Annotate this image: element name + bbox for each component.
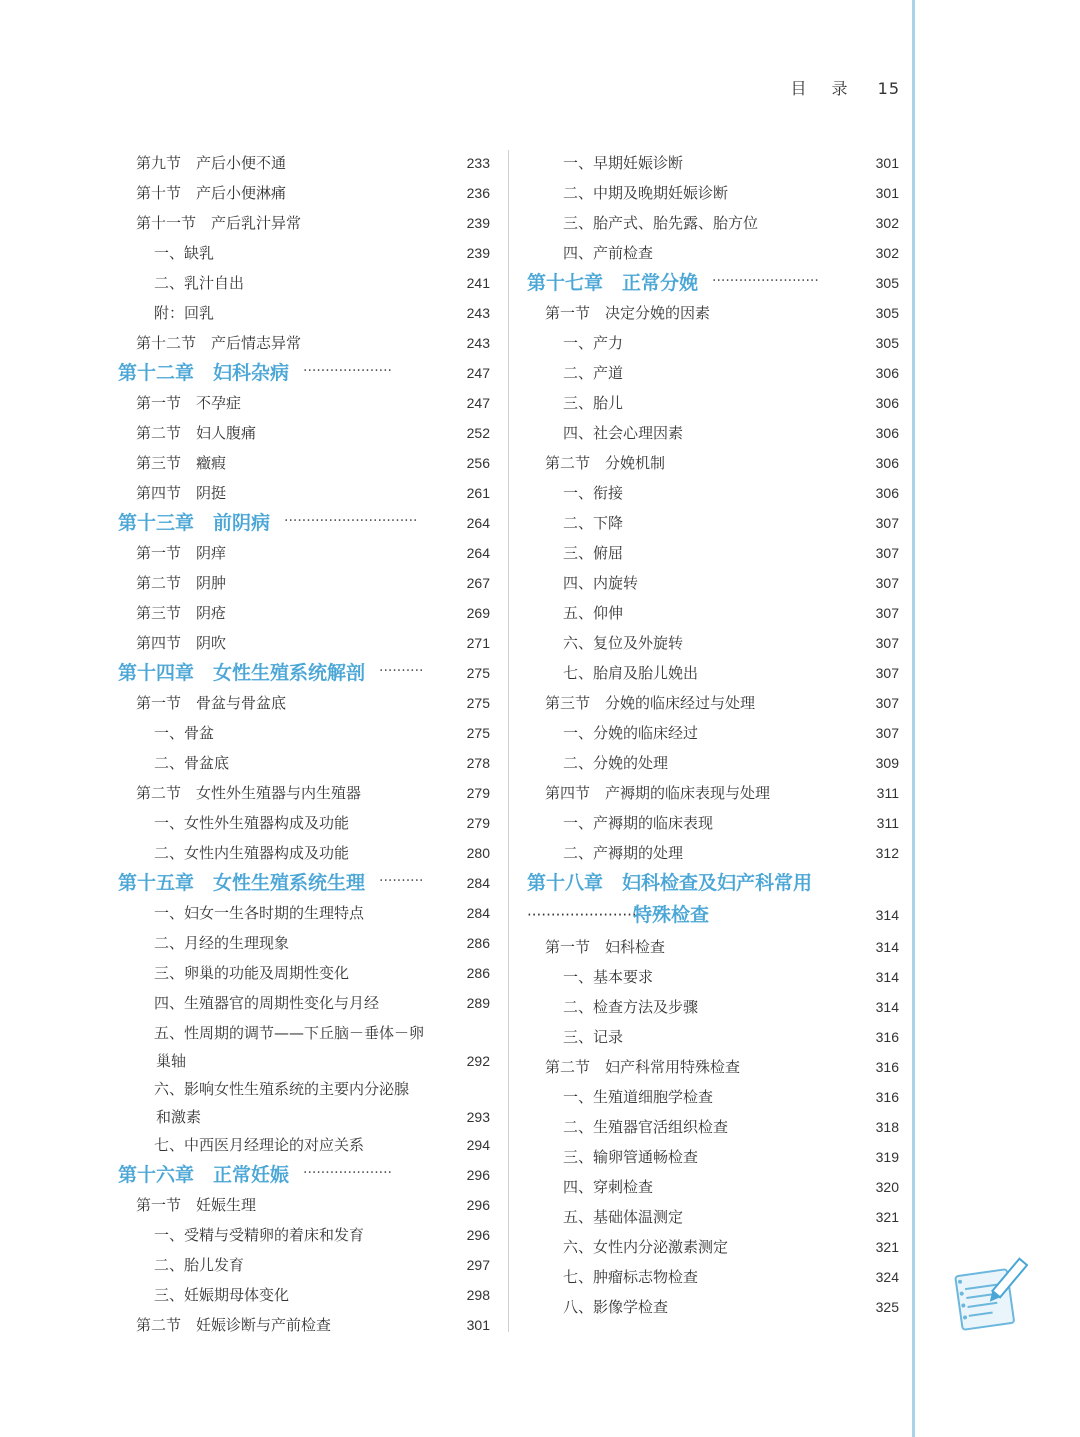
toc-page-number: 311 bbox=[876, 785, 899, 801]
toc-page-number: 307 bbox=[875, 695, 899, 711]
toc-entry-title: 第十三章 前阴病 bbox=[118, 512, 271, 534]
toc-chapter[interactable] bbox=[118, 868, 490, 898]
toc-entry-title: 第十二节 产后情志异常 bbox=[136, 334, 302, 352]
toc-section[interactable] bbox=[118, 388, 490, 418]
toc-entry-title: 第十五章 女性生殖系统生理 bbox=[118, 872, 366, 894]
toc-item[interactable] bbox=[118, 298, 490, 328]
toc-page-number: 307 bbox=[875, 575, 899, 591]
header-title: 目 录 bbox=[790, 79, 858, 98]
toc-section[interactable] bbox=[527, 932, 899, 962]
toc-entry-title: 一、妇女一生各时期的生理特点 bbox=[154, 904, 365, 922]
toc-section[interactable] bbox=[527, 778, 899, 808]
toc-entry-title: 第二节 妊娠诊断与产前检查 bbox=[136, 1316, 332, 1334]
toc-page-number: 284 bbox=[466, 905, 490, 921]
header-page-number: 15 bbox=[877, 79, 900, 98]
toc-page-number: 267 bbox=[466, 575, 490, 591]
toc-item[interactable] bbox=[118, 958, 490, 988]
toc-item[interactable] bbox=[118, 808, 490, 838]
toc-item[interactable] bbox=[527, 568, 899, 598]
toc-page-number: 316 bbox=[875, 1059, 899, 1075]
toc-entry-title: 特殊检查 bbox=[633, 904, 710, 926]
toc-entry-title: 附：回乳 bbox=[154, 304, 215, 322]
toc-entry-title: 一、女性外生殖器构成及功能 bbox=[154, 814, 350, 832]
toc-chapter-continued[interactable] bbox=[527, 898, 899, 932]
toc-entry-title: 三、胎产式、胎先露、胎方位 bbox=[563, 214, 759, 232]
toc-item[interactable] bbox=[527, 418, 899, 448]
toc-page-number: 261 bbox=[466, 485, 490, 501]
toc-item[interactable] bbox=[527, 1082, 899, 1112]
toc-page-number: 325 bbox=[875, 1299, 899, 1315]
toc-entry-title: 第三节 癥瘕 bbox=[136, 454, 227, 472]
toc-page-number: 284 bbox=[466, 875, 490, 891]
toc-entry-title: 第四节 产褥期的临床表现与处理 bbox=[545, 784, 771, 802]
toc-section[interactable] bbox=[527, 448, 899, 478]
toc-page-number: 301 bbox=[466, 1317, 490, 1333]
toc-section[interactable] bbox=[118, 328, 490, 358]
toc-entry-title: 二、中期及晚期妊娠诊断 bbox=[563, 184, 729, 202]
toc-entry-title: 二、骨盆底 bbox=[154, 754, 230, 772]
toc-entry-title: 第十七章 正常分娩 bbox=[527, 272, 699, 294]
toc-page-number: 307 bbox=[875, 665, 899, 681]
toc-entry-title: 第四节 阴挺 bbox=[136, 484, 227, 502]
toc-entry-title: 第三节 分娩的临床经过与处理 bbox=[545, 694, 756, 712]
toc-item[interactable] bbox=[527, 1202, 899, 1232]
toc-page-number: 309 bbox=[875, 755, 899, 771]
toc-chapter[interactable] bbox=[118, 1160, 490, 1190]
toc-page-number: 239 bbox=[466, 215, 490, 231]
toc-entry-title: 四、穿刺检查 bbox=[563, 1178, 654, 1196]
toc-page-number: 239 bbox=[466, 245, 490, 261]
toc-page-number: 314 bbox=[875, 999, 899, 1015]
toc-entry-title: 第一节 妇科检查 bbox=[545, 938, 666, 956]
toc-page-number: 311 bbox=[876, 815, 899, 831]
toc-item[interactable] bbox=[118, 268, 490, 298]
toc-entry-title: 第二节 妇产科常用特殊检查 bbox=[545, 1058, 741, 1076]
toc-page-number: 296 bbox=[466, 1197, 490, 1213]
toc-entry-title: 二、产道 bbox=[563, 364, 624, 382]
toc-page-number: 241 bbox=[466, 275, 490, 291]
toc-item[interactable] bbox=[118, 1130, 490, 1160]
toc-entry-title: 一、基本要求 bbox=[563, 968, 654, 986]
toc-entry-title: 一、缺乳 bbox=[154, 244, 215, 262]
toc-item[interactable] bbox=[527, 838, 899, 868]
toc-item[interactable] bbox=[527, 478, 899, 508]
toc-entry-title: 三、记录 bbox=[563, 1028, 624, 1046]
toc-section[interactable] bbox=[118, 478, 490, 508]
toc-entry-title: 一、骨盆 bbox=[154, 724, 215, 742]
toc-item[interactable] bbox=[118, 1250, 490, 1280]
toc-item[interactable] bbox=[527, 808, 899, 838]
toc-page-number: 247 bbox=[466, 365, 490, 381]
toc-page-number: 314 bbox=[875, 969, 899, 985]
toc-entry-title: 一、生殖道细胞学检查 bbox=[563, 1088, 714, 1106]
toc-page-number: 298 bbox=[466, 1287, 490, 1303]
toc-page-number: 264 bbox=[466, 515, 490, 531]
toc-entry-title: 三、卵巢的功能及周期性变化 bbox=[154, 964, 350, 982]
toc-right-column bbox=[527, 148, 899, 1322]
toc-section[interactable] bbox=[118, 208, 490, 238]
toc-section[interactable] bbox=[118, 178, 490, 208]
toc-section[interactable] bbox=[118, 568, 490, 598]
toc-entry-title: 二、检查方法及步骤 bbox=[563, 998, 699, 1016]
toc-entry-title: 和激素 bbox=[156, 1108, 202, 1126]
toc-section[interactable] bbox=[118, 1310, 490, 1340]
toc-item[interactable] bbox=[527, 718, 899, 748]
toc-page-number: 264 bbox=[466, 545, 490, 561]
toc-entry-title: 一、产褥期的临床表现 bbox=[563, 814, 714, 832]
toc-page-number: 321 bbox=[875, 1209, 899, 1225]
toc-entry-title: 三、胎儿 bbox=[563, 394, 624, 412]
toc-entry-title: 一、分娩的临床经过 bbox=[563, 724, 699, 742]
toc-page-number: 314 bbox=[875, 939, 899, 955]
toc-leader-dots: ···················· bbox=[303, 363, 393, 379]
toc-entry-title: 第二节 女性外生殖器与内生殖器 bbox=[136, 784, 362, 802]
toc-entry-title: 六、女性内分泌激素测定 bbox=[563, 1238, 729, 1256]
toc-entry-title: 第二节 妇人腹痛 bbox=[136, 424, 257, 442]
toc-item[interactable] bbox=[527, 178, 899, 208]
toc-page-number: 306 bbox=[875, 395, 899, 411]
toc-section[interactable] bbox=[118, 1190, 490, 1220]
toc-section[interactable] bbox=[118, 448, 490, 478]
toc-page-number: 292 bbox=[466, 1053, 490, 1069]
toc-item[interactable] bbox=[527, 148, 899, 178]
toc-leader-dots: ························ bbox=[712, 273, 819, 289]
toc-item[interactable] bbox=[118, 1220, 490, 1250]
toc-section[interactable] bbox=[118, 688, 490, 718]
toc-item[interactable] bbox=[118, 928, 490, 958]
toc-entry-title: 三、输卵管通畅检查 bbox=[563, 1148, 699, 1166]
toc-entry-title: 四、产前检查 bbox=[563, 244, 654, 262]
toc-item[interactable] bbox=[118, 1074, 490, 1104]
toc-item[interactable] bbox=[118, 718, 490, 748]
toc-page-number: 316 bbox=[875, 1089, 899, 1105]
toc-entry-title: 一、受精与受精卵的着床和发育 bbox=[154, 1226, 365, 1244]
toc-page-number: 305 bbox=[875, 305, 899, 321]
toc-entry-title: 第九节 产后小便不通 bbox=[136, 154, 287, 172]
toc-leader-dots: ······························ bbox=[284, 513, 418, 529]
toc-page-number: 306 bbox=[875, 485, 899, 501]
toc-page-number: 324 bbox=[875, 1269, 899, 1285]
toc-page-number: 302 bbox=[875, 245, 899, 261]
toc-section[interactable] bbox=[118, 628, 490, 658]
toc-section[interactable] bbox=[527, 688, 899, 718]
toc-entry-title: 五、性周期的调节——下丘脑－垂体－卵 bbox=[154, 1024, 425, 1042]
toc-item[interactable] bbox=[527, 628, 899, 658]
toc-page-number: 306 bbox=[875, 455, 899, 471]
toc-item[interactable] bbox=[527, 508, 899, 538]
toc-entry-title: 八、影像学检查 bbox=[563, 1298, 669, 1316]
toc-entry-title: 二、女性内生殖器构成及功能 bbox=[154, 844, 350, 862]
toc-page-number: 289 bbox=[466, 995, 490, 1011]
toc-page-number: 278 bbox=[466, 755, 490, 771]
toc-page-number: 305 bbox=[875, 335, 899, 351]
toc-entry-title: 第一节 不孕症 bbox=[136, 394, 242, 412]
toc-item[interactable] bbox=[527, 962, 899, 992]
toc-section[interactable] bbox=[527, 298, 899, 328]
toc-page-number: 319 bbox=[875, 1149, 899, 1165]
toc-item[interactable] bbox=[118, 1280, 490, 1310]
toc-item[interactable] bbox=[118, 748, 490, 778]
toc-item[interactable] bbox=[118, 838, 490, 868]
toc-page-number: 314 bbox=[875, 907, 899, 923]
toc-chapter[interactable] bbox=[118, 508, 490, 538]
toc-item[interactable] bbox=[527, 1292, 899, 1322]
toc-leader-dots: ···················· bbox=[303, 1165, 393, 1181]
toc-item[interactable] bbox=[527, 208, 899, 238]
notebook-pencil-icon bbox=[948, 1254, 1028, 1334]
toc-page-number: 247 bbox=[466, 395, 490, 411]
toc-leader-dots: ·········· bbox=[379, 873, 424, 889]
toc-item[interactable] bbox=[527, 358, 899, 388]
toc-entry-title: 七、肿瘤标志物检查 bbox=[563, 1268, 699, 1286]
toc-page-number: 301 bbox=[875, 155, 899, 171]
toc-leader-dots: ·········· bbox=[379, 663, 424, 679]
toc-item[interactable] bbox=[527, 1022, 899, 1052]
toc-entry-title: 四、社会心理因素 bbox=[563, 424, 684, 442]
toc-entry-title: 三、俯屈 bbox=[563, 544, 624, 562]
toc-section[interactable] bbox=[527, 1052, 899, 1082]
toc-item[interactable] bbox=[527, 388, 899, 418]
toc-entry-title: 一、早期妊娠诊断 bbox=[563, 154, 684, 172]
toc-entry-title: 第一节 骨盆与骨盆底 bbox=[136, 694, 287, 712]
toc-entry-title: 第十八章 妇科检查及妇产科常用 bbox=[527, 872, 813, 894]
toc-chapter[interactable] bbox=[527, 268, 899, 298]
toc-page-number: 293 bbox=[466, 1109, 490, 1125]
toc-page-number: 312 bbox=[875, 845, 899, 861]
toc-page-number: 294 bbox=[466, 1137, 490, 1153]
toc-entry-title: 二、乳汁自出 bbox=[154, 274, 245, 292]
toc-item[interactable] bbox=[527, 748, 899, 778]
toc-page-number: 252 bbox=[466, 425, 490, 441]
toc-entry-title: 二、下降 bbox=[563, 514, 624, 532]
toc-page-number: 297 bbox=[466, 1257, 490, 1273]
toc-page-number: 279 bbox=[466, 815, 490, 831]
toc-entry-title: 七、中西医月经理论的对应关系 bbox=[154, 1136, 365, 1154]
toc-entry-title: 五、仰伸 bbox=[563, 604, 624, 622]
toc-entry-title: 第一节 决定分娩的因素 bbox=[545, 304, 711, 322]
toc-entry-title: 二、胎儿发育 bbox=[154, 1256, 245, 1274]
toc-page-number: 301 bbox=[875, 185, 899, 201]
toc-item[interactable] bbox=[527, 1232, 899, 1262]
toc-entry-title: 二、月经的生理现象 bbox=[154, 934, 290, 952]
toc-leader-dots: ························ bbox=[527, 906, 642, 924]
toc-page-number: 275 bbox=[466, 665, 490, 681]
toc-page-number: 236 bbox=[466, 185, 490, 201]
toc-item[interactable] bbox=[527, 1172, 899, 1202]
toc-page-number: 307 bbox=[875, 605, 899, 621]
toc-entry-title: 一、衔接 bbox=[563, 484, 624, 502]
toc-item[interactable] bbox=[527, 328, 899, 358]
toc-page-number: 307 bbox=[875, 545, 899, 561]
toc-item[interactable] bbox=[527, 1142, 899, 1172]
toc-section[interactable] bbox=[118, 418, 490, 448]
toc-page-number: 233 bbox=[466, 155, 490, 171]
toc-entry-title: 二、分娩的处理 bbox=[563, 754, 669, 772]
toc-entry-title: 四、生殖器官的周期性变化与月经 bbox=[154, 994, 380, 1012]
toc-entry-title: 第十二章 妇科杂病 bbox=[118, 362, 290, 384]
toc-page-number: 243 bbox=[466, 335, 490, 351]
toc-entry-title: 第十节 产后小便淋痛 bbox=[136, 184, 287, 202]
toc-page-number: 307 bbox=[875, 515, 899, 531]
toc-item[interactable] bbox=[527, 992, 899, 1022]
toc-entry-title: 六、复位及外旋转 bbox=[563, 634, 684, 652]
toc-page-number: 296 bbox=[466, 1167, 490, 1183]
toc-section[interactable] bbox=[118, 538, 490, 568]
toc-chapter[interactable] bbox=[527, 868, 899, 898]
toc-entry-title: 第二节 分娩机制 bbox=[545, 454, 666, 472]
toc-entry-title: 第一节 阴痒 bbox=[136, 544, 227, 562]
toc-page-number: 286 bbox=[466, 935, 490, 951]
toc-page-number: 320 bbox=[875, 1179, 899, 1195]
toc-entry-title: 二、产褥期的处理 bbox=[563, 844, 684, 862]
toc-page-number: 307 bbox=[875, 725, 899, 741]
toc-item[interactable] bbox=[118, 988, 490, 1018]
toc-page-number: 305 bbox=[875, 275, 899, 291]
toc-entry-title: 五、基础体温测定 bbox=[563, 1208, 684, 1226]
toc-page-number: 316 bbox=[875, 1029, 899, 1045]
toc-entry-title: 第一节 妊娠生理 bbox=[136, 1196, 257, 1214]
toc-page-number: 318 bbox=[875, 1119, 899, 1135]
toc-entry-title: 第二节 阴肿 bbox=[136, 574, 227, 592]
toc-page-number: 279 bbox=[466, 785, 490, 801]
running-header bbox=[790, 76, 900, 99]
side-margin-rule bbox=[912, 0, 915, 1437]
toc-page-number: 306 bbox=[875, 365, 899, 381]
toc-page-number: 280 bbox=[466, 845, 490, 861]
toc-item[interactable] bbox=[527, 598, 899, 628]
toc-section[interactable] bbox=[118, 598, 490, 628]
toc-entry-title: 七、胎肩及胎儿娩出 bbox=[563, 664, 699, 682]
toc-chapter[interactable] bbox=[118, 358, 490, 388]
toc-page-number: 286 bbox=[466, 965, 490, 981]
toc-entry-title: 二、生殖器官活组织检查 bbox=[563, 1118, 729, 1136]
toc-entry-title: 第四节 阴吹 bbox=[136, 634, 227, 652]
toc-section[interactable] bbox=[118, 778, 490, 808]
toc-entry-title: 六、影响女性生殖系统的主要内分泌腺 bbox=[154, 1080, 410, 1098]
toc-page-number: 306 bbox=[875, 425, 899, 441]
toc-section[interactable] bbox=[118, 148, 490, 178]
toc-item[interactable] bbox=[118, 238, 490, 268]
toc-page-number: 296 bbox=[466, 1227, 490, 1243]
column-divider bbox=[508, 150, 509, 1332]
toc-page-number: 302 bbox=[875, 215, 899, 231]
toc-page-number: 243 bbox=[466, 305, 490, 321]
toc-entry-title: 第十四章 女性生殖系统解剖 bbox=[118, 662, 366, 684]
toc-entry-title: 四、内旋转 bbox=[563, 574, 639, 592]
toc-entry-title: 巢轴 bbox=[156, 1052, 187, 1070]
toc-entry-title: 第十六章 正常妊娠 bbox=[118, 1164, 290, 1186]
toc-chapter[interactable] bbox=[118, 658, 490, 688]
toc-item[interactable] bbox=[118, 898, 490, 928]
toc-item[interactable] bbox=[527, 1112, 899, 1142]
toc-page-number: 275 bbox=[466, 725, 490, 741]
toc-page-number: 269 bbox=[466, 605, 490, 621]
toc-item-continued[interactable] bbox=[118, 1104, 490, 1130]
toc-page-number: 321 bbox=[875, 1239, 899, 1255]
toc-item[interactable] bbox=[527, 1262, 899, 1292]
toc-item[interactable] bbox=[527, 658, 899, 688]
toc-entry-title: 三、妊娠期母体变化 bbox=[154, 1286, 290, 1304]
toc-item-continued[interactable] bbox=[118, 1048, 490, 1074]
toc-entry-title: 第三节 阴疮 bbox=[136, 604, 227, 622]
toc-item[interactable] bbox=[118, 1018, 490, 1048]
toc-entry-title: 第十一节 产后乳汁异常 bbox=[136, 214, 302, 232]
toc-page-number: 271 bbox=[466, 635, 490, 651]
toc-entry-title: 一、产力 bbox=[563, 334, 624, 352]
toc-item[interactable] bbox=[527, 238, 899, 268]
toc-item[interactable] bbox=[527, 538, 899, 568]
toc-left-column bbox=[118, 148, 490, 1340]
toc-page-number: 275 bbox=[466, 695, 490, 711]
toc-page-number: 307 bbox=[875, 635, 899, 651]
toc-page-number: 256 bbox=[466, 455, 490, 471]
